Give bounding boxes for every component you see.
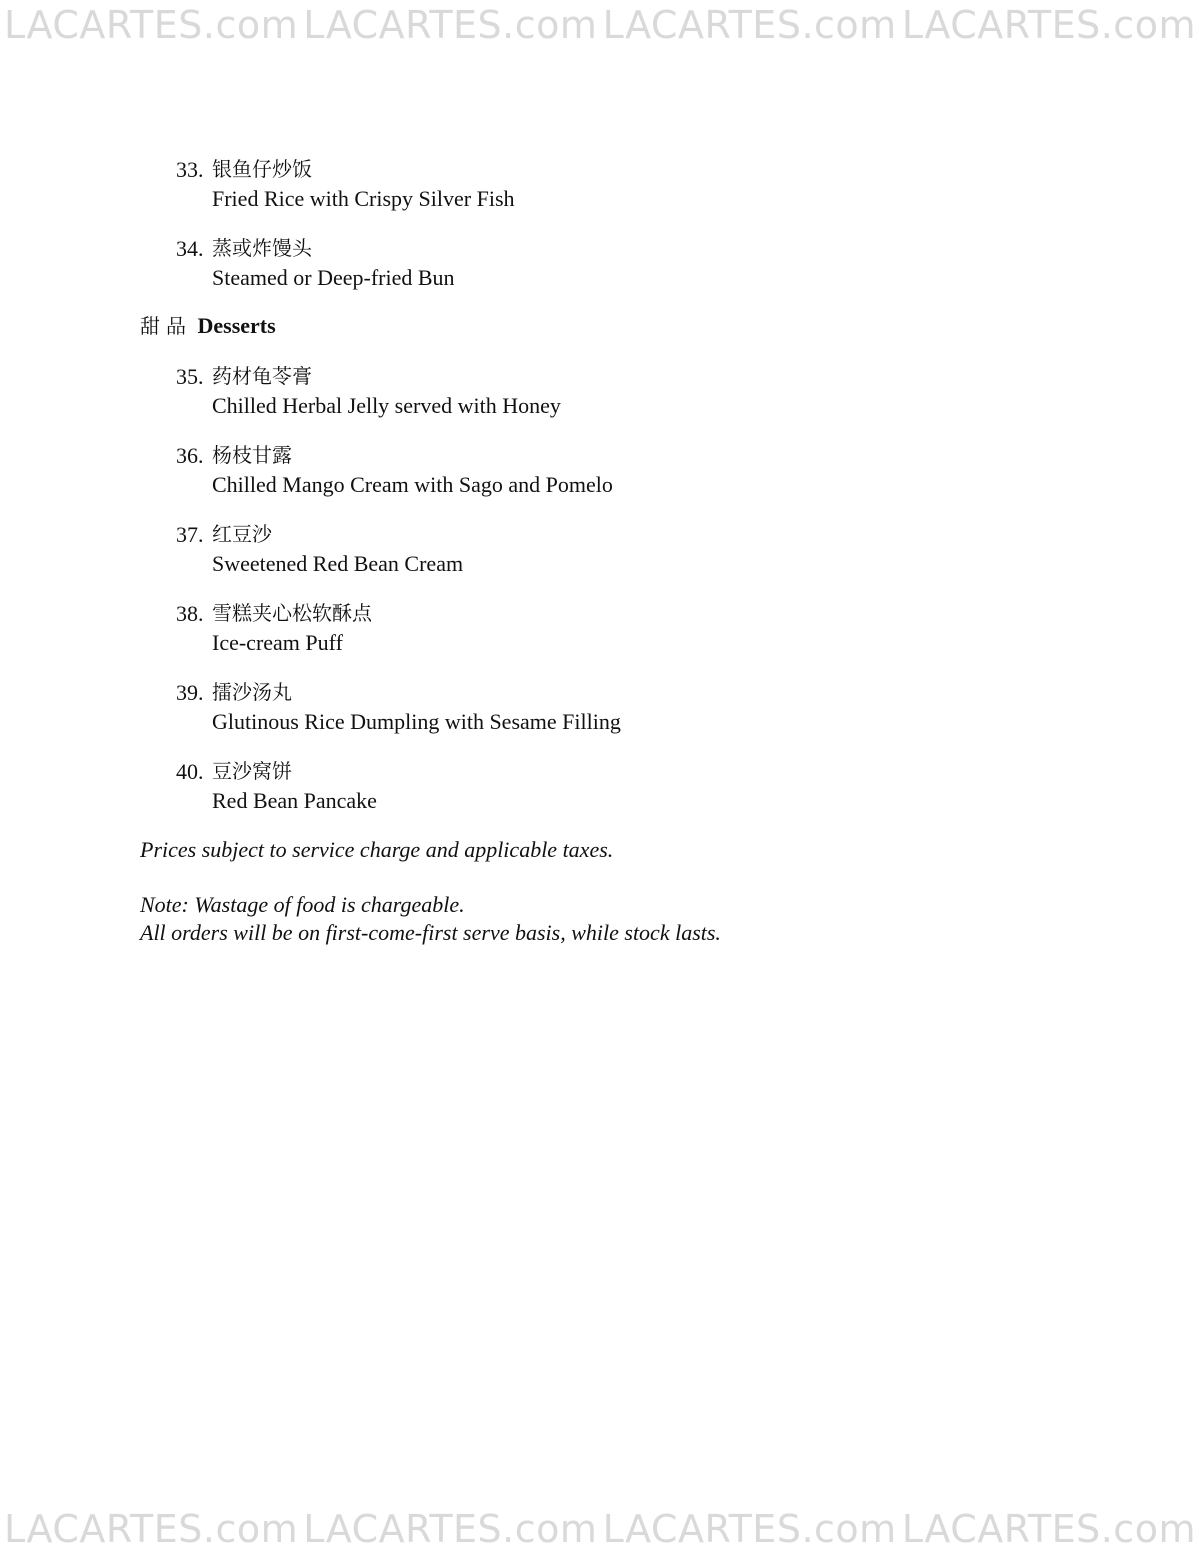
watermark-text: LACARTES.com [602, 6, 897, 44]
item-number: 40. [176, 759, 204, 784]
item-name-chinese: 杨枝甘露 [212, 443, 292, 467]
item-name-english: Chilled Herbal Jelly served with Honey [212, 393, 561, 418]
menu-item-35 [176, 362, 1140, 420]
item-number: 39. [176, 680, 204, 705]
section-title-chinese: 甜品 [140, 314, 192, 338]
section-heading-desserts [140, 311, 1140, 341]
watermark-text: LACARTES.com [4, 1510, 299, 1548]
item-name-chinese: 药材龟苓膏 [212, 364, 312, 388]
item-name-english: Fried Rice with Crispy Silver Fish [212, 186, 515, 211]
menu-item-33 [176, 155, 1140, 213]
item-name-english: Red Bean Pancake [212, 788, 377, 813]
watermark-top [0, 6, 1200, 44]
section-title-english: Desserts [197, 313, 276, 338]
watermark-text: LACARTES.com [602, 1510, 897, 1548]
item-name-english: Sweetened Red Bean Cream [212, 551, 464, 576]
menu-content [140, 155, 1140, 947]
item-number: 35. [176, 364, 204, 389]
item-number: 34. [176, 236, 204, 261]
item-number: 33. [176, 157, 204, 182]
menu-item-39 [176, 678, 1140, 736]
menu-item-37 [176, 520, 1140, 578]
watermark-bottom [0, 1510, 1200, 1548]
item-name-english: Chilled Mango Cream with Sago and Pomelo [212, 472, 613, 497]
item-number: 37. [176, 522, 204, 547]
watermark-text: LACARTES.com [901, 6, 1196, 44]
item-number: 36. [176, 443, 204, 468]
item-name-chinese: 红豆沙 [212, 522, 272, 546]
item-name-chinese: 豆沙窝饼 [212, 759, 292, 783]
item-name-chinese: 雪糕夹心松软酥点 [212, 601, 372, 625]
watermark-text: LACARTES.com [303, 6, 598, 44]
watermark-text: LACARTES.com [303, 1510, 598, 1548]
item-name-english: Ice-cream Puff [212, 630, 343, 655]
prices-note: Prices subject to service charge and applicable taxes. [140, 837, 614, 862]
item-name-chinese: 擂沙汤丸 [212, 680, 292, 704]
orders-note: All orders will be on first-come-first serve basis, while stock lasts. [140, 920, 721, 945]
menu-item-40 [176, 757, 1140, 815]
watermark-text: LACARTES.com [4, 6, 299, 44]
item-name-chinese: 蒸或炸馒头 [212, 236, 312, 260]
menu-item-34 [176, 234, 1140, 292]
watermark-text: LACARTES.com [901, 1510, 1196, 1548]
item-name-english: Glutinous Rice Dumpling with Sesame Filling [212, 709, 621, 734]
menu-item-38 [176, 599, 1140, 657]
item-number: 38. [176, 601, 204, 626]
item-name-chinese: 银鱼仔炒饭 [212, 157, 312, 181]
menu-item-36 [176, 441, 1140, 499]
item-name-english: Steamed or Deep-fried Bun [212, 265, 455, 290]
wastage-note: Note: Wastage of food is chargeable. [140, 892, 465, 917]
